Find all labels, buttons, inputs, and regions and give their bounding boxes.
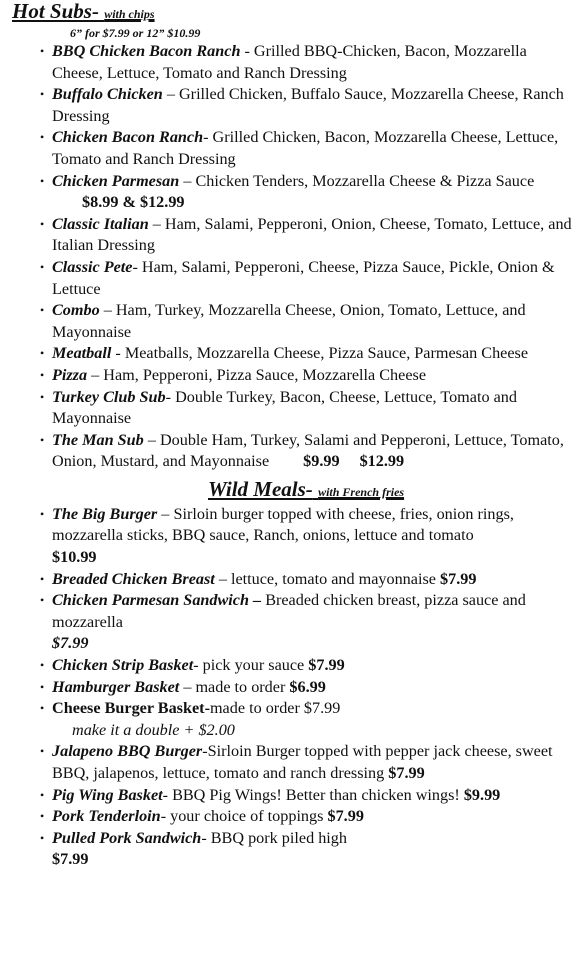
item-price: $10.99: [52, 548, 97, 567]
item-price: $9.99: [463, 785, 501, 804]
list-item: • Breaded Chicken Breast – lettuce, tomato and mayonnaise $7.99: [12, 569, 578, 591]
list-item: • Classic Italian – Ham, Salami, Pepperoni, Onion, Cheese, Tomato, Lettuce, and Italian Dressing: [12, 214, 578, 257]
item-note: make it a double + $2.00: [72, 720, 235, 739]
list-item: • Pig Wing Basket- BBQ Pig Wings! Better than chicken wings! $9.99: [12, 785, 578, 807]
list-item: • Turkey Club Sub- Double Turkey, Bacon, Cheese, Lettuce, Tomato and Mayonnaise: [12, 387, 578, 430]
list-item: • Chicken Bacon Ranch- Grilled Chicken, Bacon, Mozzarella Cheese, Lettuce, Tomato and Ranch Dressing: [12, 127, 578, 170]
wild-meals-subtitle: with French fries: [318, 484, 405, 499]
hot-subs-subtitle: with chips: [104, 7, 155, 21]
list-item: • The Big Burger – Sirloin burger topped with cheese, fries, onion rings, mozzarella sticks, BBQ sauce, Ranch, onions, lettuce and tomato $10.99: [12, 504, 578, 569]
item-price: $12.99: [359, 452, 405, 471]
item-price: $6.99: [289, 677, 326, 696]
list-item: • The Man Sub – Double Ham, Turkey, Salami and Pepperoni, Lettuce, Tomato, Onion, Mustard, and Mayonnaise $9.99 $12.99: [12, 430, 578, 473]
item-price: $7.99: [327, 807, 364, 826]
list-item: • Chicken Strip Basket- pick your sauce $7.99: [12, 655, 578, 677]
list-item: • BBQ Chicken Bacon Ranch - Grilled BBQ-Chicken, Bacon, Mozzarella Cheese, Lettuce, Tomato and Ranch Dressing: [12, 41, 578, 84]
list-item: • Jalapeno BBQ Burger-Sirloin Burger topped with pepper jack cheese, sweet BBQ, jalapenos, lettuce, tomato and ranch dressing $7.99: [12, 741, 578, 784]
list-item: • Pork Tenderloin- your choice of toppings $7.99: [12, 806, 578, 828]
list-item: • Buffalo Chicken – Grilled Chicken, Buffalo Sauce, Mozzarella Cheese, Ranch Dressing: [12, 84, 578, 127]
list-item: • Combo – Ham, Turkey, Mozzarella Cheese, Onion, Tomato, Lettuce, and Mayonnaise: [12, 300, 578, 343]
list-item: • Hamburger Basket – made to order $6.99: [12, 677, 578, 699]
hot-subs-list: [12, 41, 578, 473]
item-price: $7.99: [52, 850, 89, 869]
item-price: $8.99 & $12.99: [82, 193, 185, 212]
list-item: • Chicken Parmesan Sandwich – Breaded chicken breast, pizza sauce and mozzarella $7.99: [12, 590, 578, 655]
list-item: • Chicken Parmesan – Chicken Tenders, Mozzarella Cheese & Pizza Sauce $8.99 & $12.99: [12, 171, 578, 214]
list-item: • Cheese Burger Basket-made to order $7.99 make it a double + $2.00: [12, 698, 578, 741]
hot-subs-heading: Hot Subs- with chips: [12, 0, 155, 23]
item-price: $7.99: [388, 764, 425, 782]
list-item: • Classic Pete- Ham, Salami, Pepperoni, Cheese, Pizza Sauce, Pickle, Onion & Lettuce: [12, 257, 578, 300]
item-price: $9.99: [303, 452, 340, 471]
list-item: • Pizza – Ham, Pepperoni, Pizza Sauce, Mozzarella Cheese: [12, 365, 578, 387]
wild-meals-heading: Wild Meals- with French fries: [208, 476, 405, 501]
list-item: • Pulled Pork Sandwich- BBQ pork piled high $7.99: [12, 828, 578, 871]
wild-meals-list: [12, 504, 578, 871]
item-price: $7.99: [52, 634, 89, 653]
list-item: • Meatball - Meatballs, Mozzarella Cheese, Pizza Sauce, Parmesan Cheese: [12, 343, 578, 365]
item-price: $7.99: [308, 656, 345, 675]
item-price: $7.99: [440, 569, 477, 588]
hot-subs-sizes: 6” for $7.99 or 12” $10.99: [70, 26, 201, 40]
